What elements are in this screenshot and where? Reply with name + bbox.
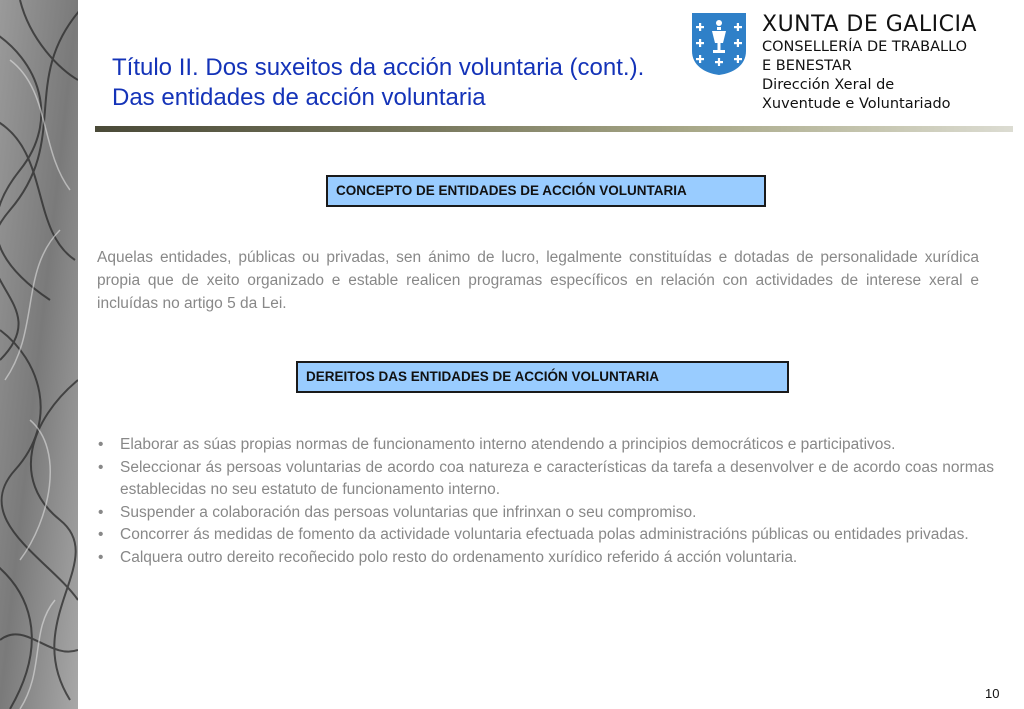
bullet-icon: •	[98, 436, 104, 453]
list-item-text: Seleccionar ás persoas voluntarias de acordo coa natureza e características da tarefa a desenvolver e de acordo coas normas establecidas no seu estatuto de funcionamento interno.	[120, 458, 994, 498]
section-heading-rights: DEREITOS DAS ENTIDADES DE ACCIÓN VOLUNTARIA	[296, 361, 789, 393]
slide-title-line-1: Título II. Dos suxeitos da acción voluntaria (cont.).	[112, 54, 645, 81]
concept-paragraph: Aquelas entidades, públicas ou privadas, sen ánimo de lucro, legalmente constituídas e dotadas de personalidade xurídica propia que de xeito organizado e estable realicen programas específicos en relación con actividades de interese xeral e incluídas no artigo 5 da Lei.	[97, 249, 979, 312]
list-item	[98, 457, 994, 502]
bullet-icon: •	[98, 503, 104, 521]
rights-list	[98, 434, 994, 569]
bullet-icon: •	[98, 548, 104, 566]
list-item	[98, 547, 994, 570]
list-item-text: Suspender a colaboración das persoas voluntarias que infrinxan o seu compromiso.	[120, 503, 697, 521]
list-item-text: Calquera outro dereito recoñecido polo resto do ordenamento xurídico referido á acción voluntaria.	[120, 548, 798, 566]
bullet-icon: •	[98, 458, 104, 476]
organization-department-line-1: CONSELLERÍA DE TRABALLO	[762, 39, 968, 55]
list-item-text: Concorrer ás medidas de fomento da actividade voluntaria efectuada polas administracións públicas ou entidades privadas.	[120, 526, 969, 543]
organization-directorate-line-2: Xuventude e Voluntariado	[762, 96, 951, 112]
galicia-coat-of-arms-icon	[690, 11, 748, 77]
slide-title	[112, 53, 692, 113]
list-item	[98, 502, 994, 525]
title-divider	[95, 126, 1013, 132]
list-item-text: Elaborar as súas propias normas de funcionamento interno atendendo a principios democráticos e participativos.	[120, 436, 896, 453]
section-heading-concept: CONCEPTO DE ENTIDADES DE ACCIÓN VOLUNTARIA	[326, 175, 766, 207]
bullet-icon: •	[98, 526, 104, 543]
organization-department-line-2: E BENESTAR	[762, 58, 852, 74]
organization-name: XUNTA DE GALICIA	[762, 12, 977, 37]
slide-title-line-2: Das entidades de acción voluntaria	[112, 84, 486, 111]
decorative-side-strip	[0, 0, 78, 709]
organization-header	[762, 12, 977, 114]
list-item	[98, 524, 994, 547]
page-number: 10	[985, 686, 1000, 701]
list-item	[98, 434, 994, 457]
organization-directorate-line-1: Dirección Xeral de	[762, 77, 895, 93]
